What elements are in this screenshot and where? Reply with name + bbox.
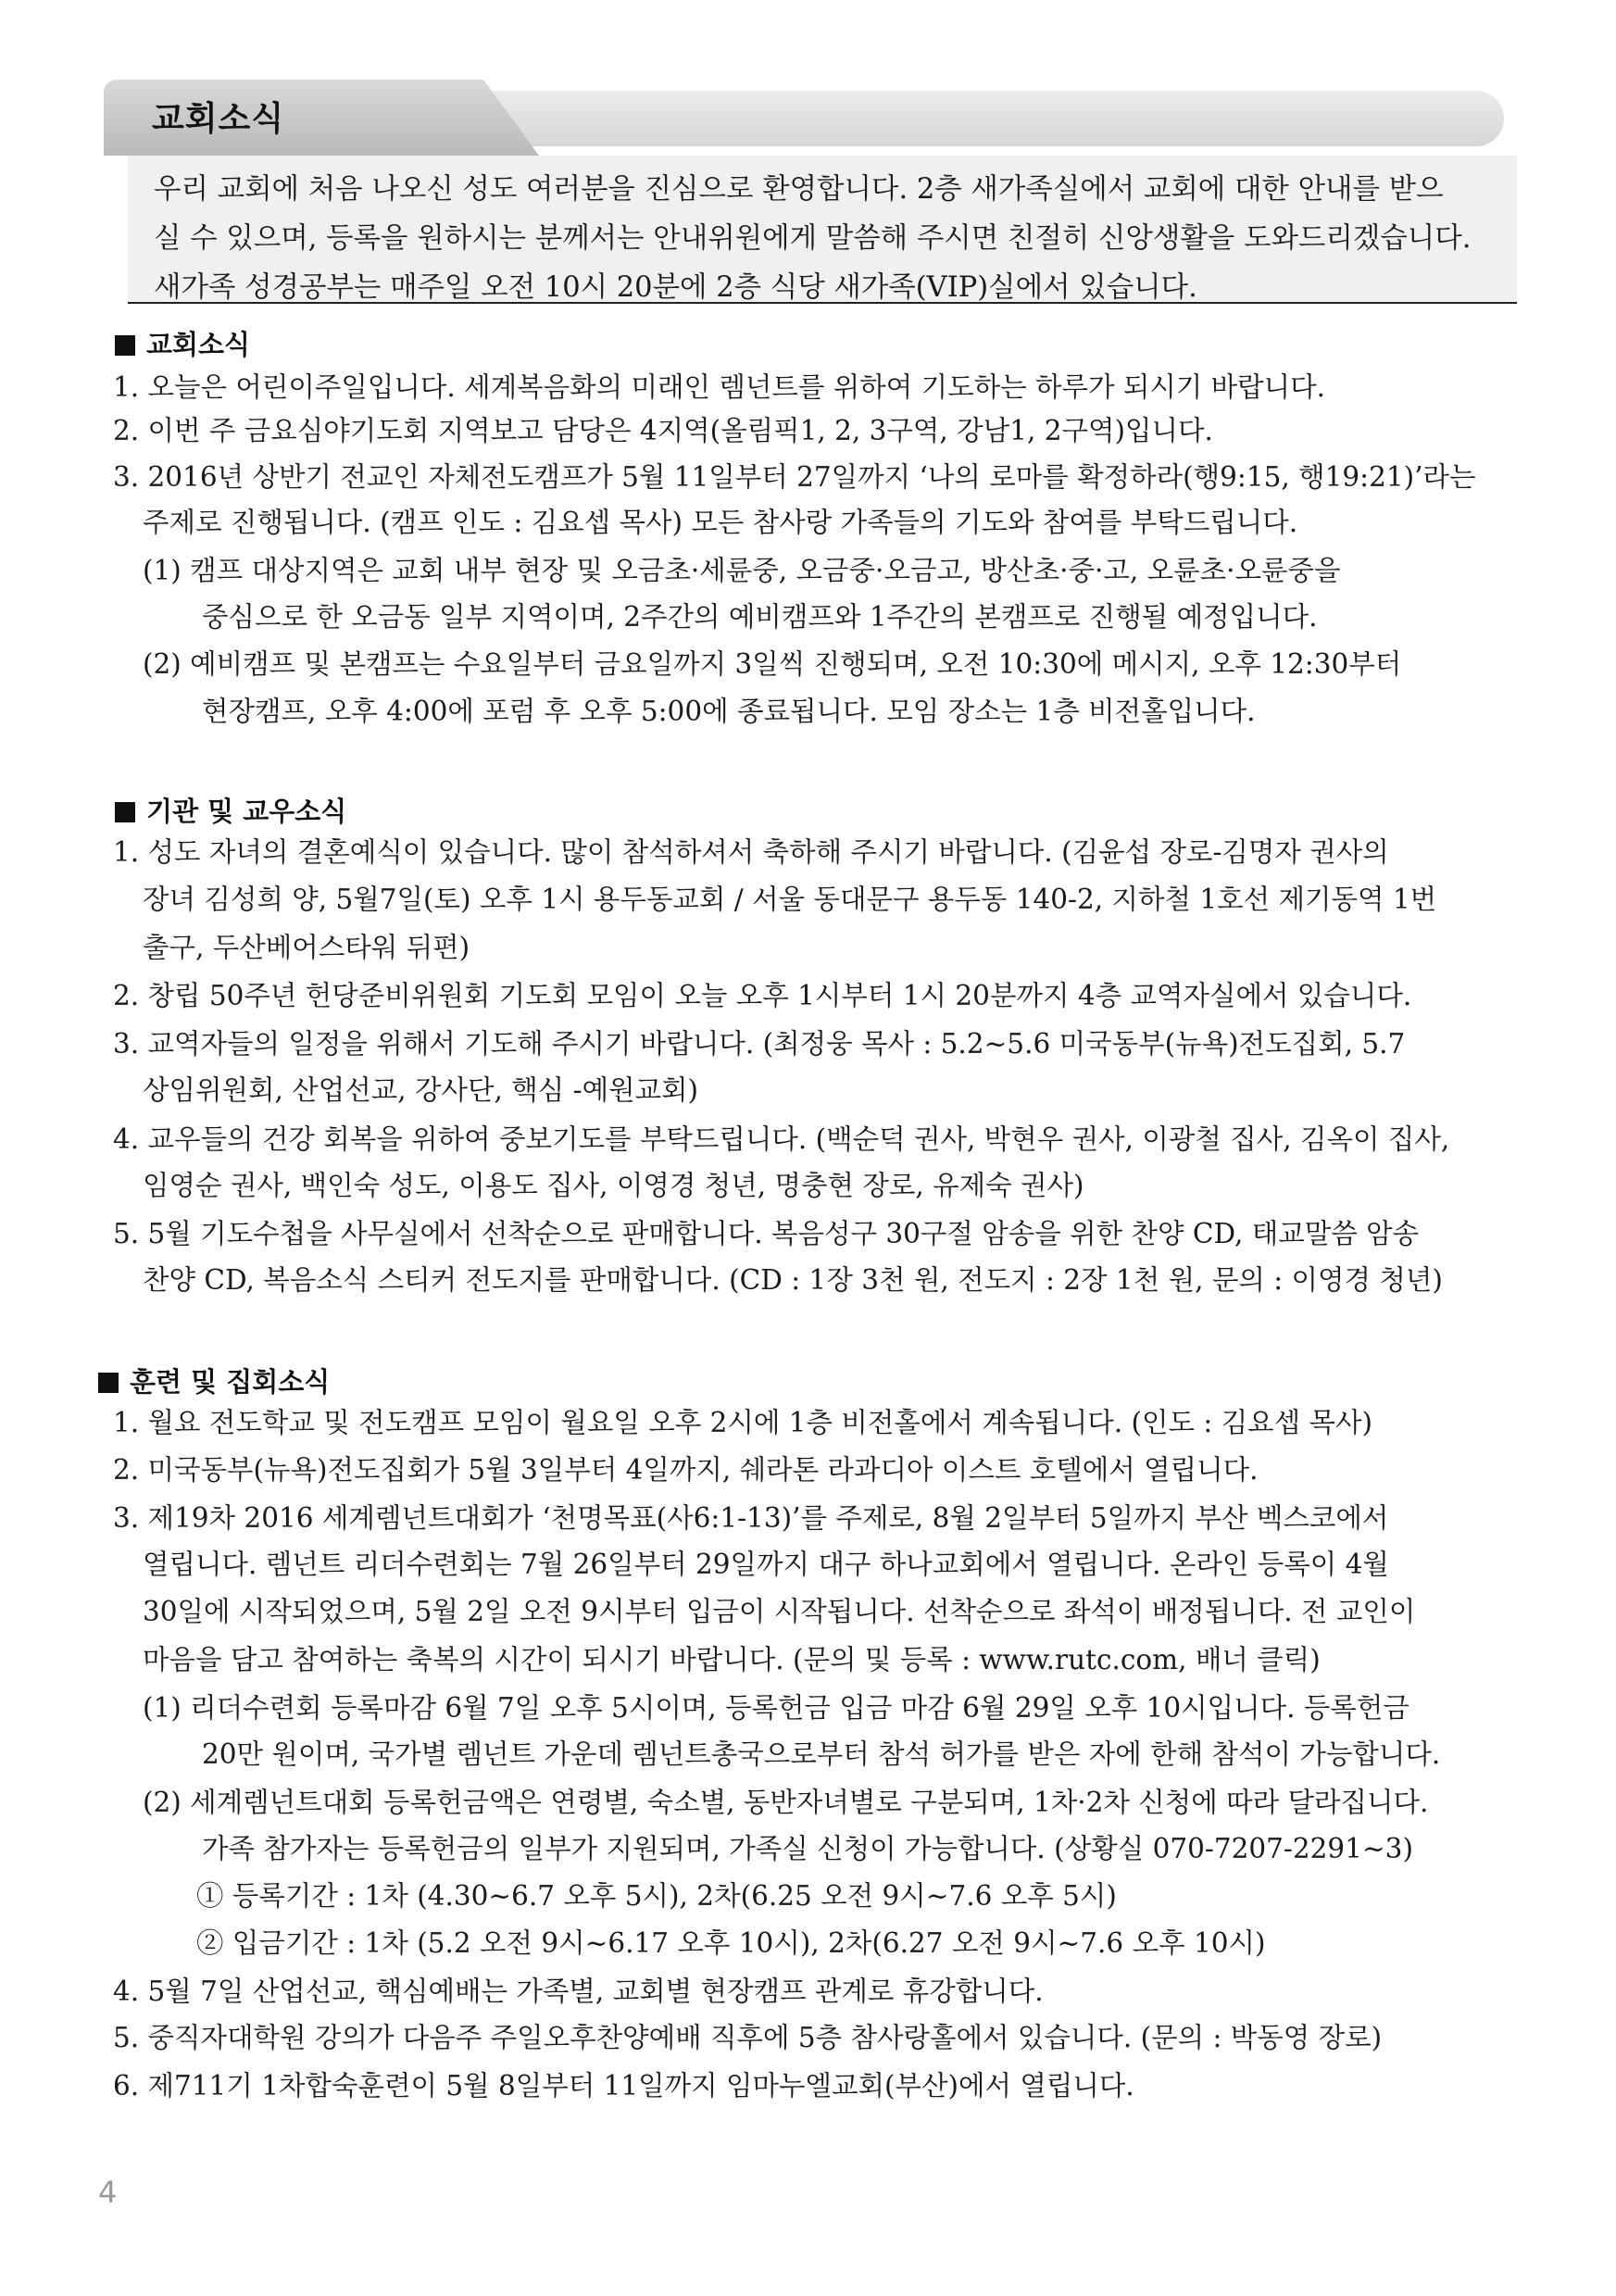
square-bullet-icon bbox=[115, 802, 135, 822]
welcome-box bbox=[128, 156, 1517, 304]
list-item: 1. 오늘은 어린이주일입니다. 세계복음화의 미래인 렘넌트를 위하여 기도하는 하루가 되시기 바랍니다. bbox=[113, 371, 1326, 403]
page-title: 교회소식 bbox=[152, 100, 285, 138]
list-item: 6. 제711기 1차합숙훈련이 5월 8일부터 11일까지 임마누엘교회(부산)에서 열립니다. bbox=[113, 2070, 1134, 2102]
list-item: (2) 세계렘넌트대회 등록헌금액은 연령별, 숙소별, 동반자녀별로 구분되며, 1차·2차 신청에 따라 달라집니다. bbox=[143, 1787, 1429, 1818]
list-item: 찬양 CD, 복음소식 스티커 전도지를 판매합니다. (CD : 1장 3천 원, 전도지 : 2장 1천 원, 문의 : 이영경 청년) bbox=[143, 1264, 1443, 1296]
welcome-line: 우리 교회에 처음 나오신 성도 여러분을 진심으로 환영합니다. 2층 새가족실에서 교회에 대한 안내를 받으 bbox=[154, 173, 1444, 206]
list-item: (1) 리더수련회 등록마감 6월 7일 오후 5시이며, 등록헌금 입금 마감 6월 29일 오후 10시입니다. 등록헌금 bbox=[143, 1692, 1409, 1724]
list-item: 1. 성도 자녀의 결혼예식이 있습니다. 많이 참석하셔서 축하해 주시기 바랍니다. (김윤섭 장로-김명자 권사의 bbox=[113, 836, 1389, 868]
list-item: (1) 캠프 대상지역은 교회 내부 현장 및 오금초·세륜중, 오금중·오금고, 방산초·중·고, 오륜초·오륜중을 bbox=[143, 555, 1341, 586]
list-item: 마음을 담고 참여하는 축복의 시간이 되시기 바랍니다. (문의 및 등록 : www.rutc.com, 배너 클릭) bbox=[143, 1644, 1321, 1675]
list-item: 상임위원회, 산업선교, 강사단, 핵심 -예원교회) bbox=[143, 1074, 699, 1106]
list-item: 2. 창립 50주년 헌당준비위원회 기도회 모임이 오늘 오후 1시부터 1시 20분까지 4층 교역자실에서 있습니다. bbox=[113, 980, 1412, 1011]
section-heading-member-news: 기관 및 교우소식 bbox=[115, 791, 346, 829]
list-item: 2. 이번 주 금요심야기도회 지역보고 담당은 4지역(올림픽1, 2, 3구역, 강남1, 2구역)입니다. bbox=[113, 415, 1213, 446]
welcome-line: 실 수 있으며, 등록을 원하시는 분께서는 안내위원에게 말씀해 주시면 친절히 신앙생활을 도와드리겠습니다. bbox=[154, 222, 1472, 255]
list-item: 4. 교우들의 건강 회복을 위하여 중보기도를 부탁드립니다. (백순덕 권사, 박현우 권사, 이광철 집사, 김옥이 집사, bbox=[113, 1123, 1450, 1155]
list-item: 가족 참가자는 등록헌금의 일부가 지원되며, 가족실 신청이 가능합니다. (상황실 070-7207-2291~3) bbox=[202, 1833, 1413, 1864]
section-heading-church-news: 교회소식 bbox=[115, 324, 250, 362]
list-item: 장녀 김성희 양, 5월7일(토) 오후 1시 용두동교회 / 서울 동대문구 용두동 140-2, 지하철 1호선 제기동역 1번 bbox=[143, 884, 1437, 915]
list-item: 임영순 권사, 백인숙 성도, 이용도 집사, 이영경 청년, 명충현 장로, 유제숙 권사) bbox=[143, 1170, 1084, 1201]
square-bullet-icon bbox=[115, 335, 135, 356]
list-item: 중심으로 한 오금동 일부 지역이며, 2주간의 예비캠프와 1주간의 본캠프로 진행될 예정입니다. bbox=[202, 601, 1318, 633]
list-item: (2) 예비캠프 및 본캠프는 수요일부터 금요일까지 3일씩 진행되며, 오전 10:30에 메시지, 오후 12:30부터 bbox=[143, 648, 1402, 680]
list-item: 30일에 시작되었으며, 5월 2일 오전 9시부터 입금이 시작됩니다. 선착순으로 좌석이 배정됩니다. 전 교인이 bbox=[143, 1596, 1416, 1627]
list-item: 현장캠프, 오후 4:00에 포럼 후 오후 5:00에 종료됩니다. 모임 장소는 1층 비전홀입니다. bbox=[202, 696, 1256, 727]
list-item: 3. 교역자들의 일정을 위해서 기도해 주시기 바랍니다. (최정웅 목사 : 5.2~5.6 미국동부(뉴욕)전도집회, 5.7 bbox=[113, 1028, 1406, 1060]
section-heading-training-news: 훈련 및 집회소식 bbox=[98, 1361, 330, 1399]
list-item: 주제로 진행됩니다. (캠프 인도 : 김요셉 목사) 모든 참사랑 가족들의 기도와 참여를 부탁드립니다. bbox=[143, 507, 1298, 538]
square-bullet-icon bbox=[98, 1373, 119, 1393]
list-item: 3. 제19차 2016 세계렘넌트대회가 ‘천명목표(사6:1-13)’를 주제로, 8월 2일부터 5일까지 부산 벡스코에서 bbox=[113, 1502, 1389, 1534]
list-item: 4. 5월 7일 산업선교, 핵심예배는 가족별, 교회별 현장캠프 관계로 휴강합니다. bbox=[113, 1976, 1044, 2007]
page-number: 4 bbox=[98, 2175, 118, 2210]
list-item: 5. 중직자대학원 강의가 다음주 주일오후찬양예배 직후에 5층 참사랑홀에서 있습니다. (문의 : 박동영 장로) bbox=[113, 2022, 1383, 2053]
welcome-line: 새가족 성경공부는 매주일 오전 10시 20분에 2층 식당 새가족(VIP)실에서 있습니다. bbox=[154, 271, 1197, 304]
list-item: 열립니다. 렘넌트 리더수련회는 7월 26일부터 29일까지 대구 하나교회에서 열립니다. 온라인 등록이 4월 bbox=[143, 1549, 1389, 1580]
list-item: 1. 월요 전도학교 및 전도캠프 모임이 월요일 오후 2시에 1층 비전홀에서 계속됩니다. (인도 : 김요셉 목사) bbox=[113, 1407, 1373, 1438]
list-item: 2. 미국동부(뉴욕)전도집회가 5월 3일부터 4일까지, 쉐라톤 라과디아 이스트 호텔에서 열립니다. bbox=[113, 1454, 1259, 1486]
section-tab bbox=[104, 80, 1504, 156]
list-item: 5. 5월 기도수첩을 사무실에서 선착순으로 판매합니다. 복음성구 30구절 암송을 위한 찬양 CD, 태교말씀 암송 bbox=[113, 1218, 1420, 1249]
list-item: 출구, 두산베어스타워 뒤편) bbox=[143, 932, 470, 963]
list-item: 20만 원이며, 국가별 렘넌트 가운데 렘넌트총국으로부터 참석 허가를 받은 자에 한해 참석이 가능합니다. bbox=[202, 1738, 1441, 1770]
list-item: ① 등록기간 : 1차 (4.30~6.7 오후 5시), 2차(6.25 오전 9시~7.6 오후 5시) bbox=[196, 1880, 1117, 1912]
list-item: ② 입금기간 : 1차 (5.2 오전 9시~6.17 오후 10시), 2차(6.27 오전 9시~7.6 오후 10시) bbox=[196, 1927, 1266, 1959]
list-item: 3. 2016년 상반기 전교인 자체전도캠프가 5월 11일부터 27일까지 ‘나의 로마를 확정하라(행9:15, 행19:21)’라는 bbox=[113, 461, 1476, 493]
